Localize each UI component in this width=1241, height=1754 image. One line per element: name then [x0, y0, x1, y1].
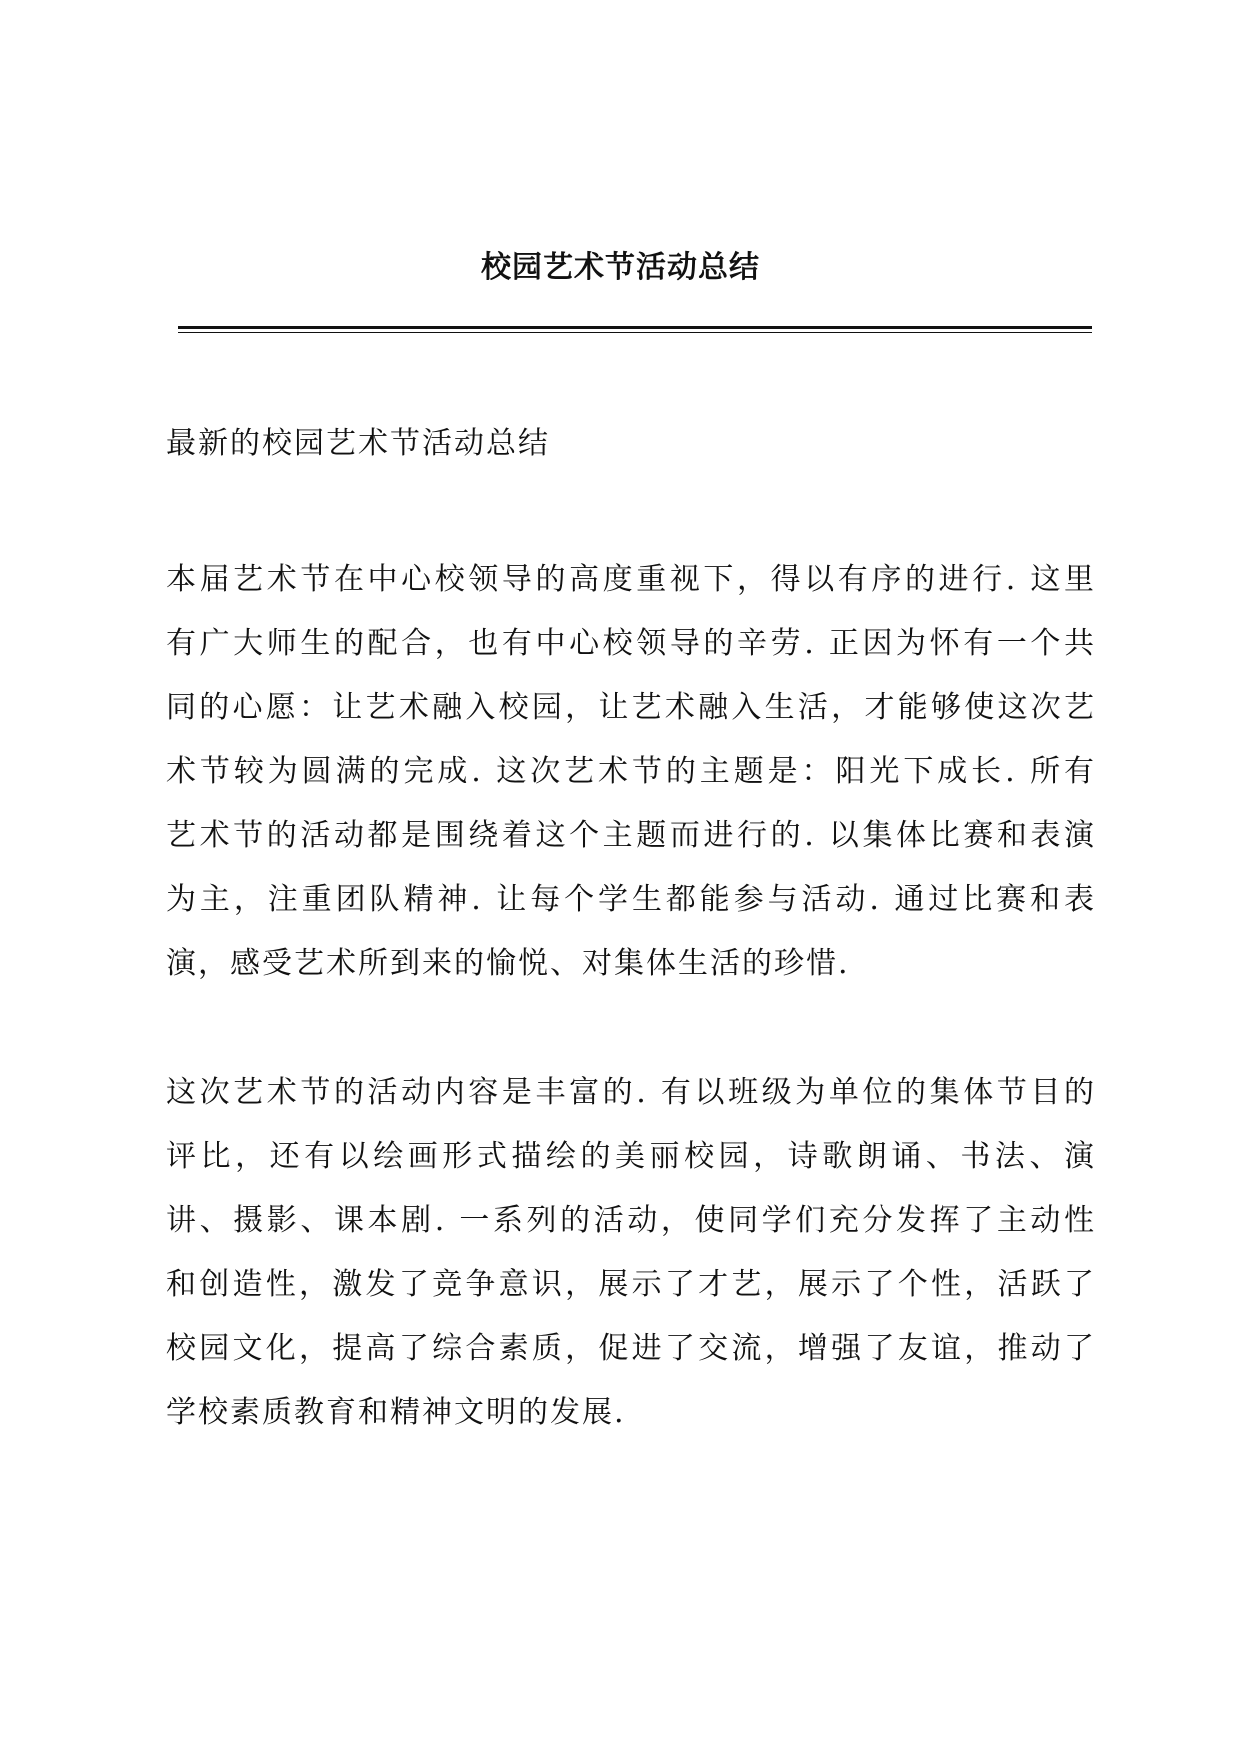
paragraph-1: [166, 548, 1096, 996]
paragraph-line: 本届艺术节在中心校领导的高度重视下，得以有序的进行. 这里: [166, 562, 1096, 597]
document-subtitle: 最新的校园艺术节活动总结: [166, 426, 550, 461]
title-divider-thin: [178, 332, 1092, 333]
paragraph-line: 校园文化，提高了综合素质，促进了交流，增强了友谊，推动了: [166, 1331, 1096, 1366]
paragraph-2: [166, 1061, 1096, 1445]
paragraph-line: 这次艺术节的活动内容是丰富的. 有以班级为单位的集体节目的: [166, 1075, 1096, 1110]
paragraph-line: 艺术节的活动都是围绕着这个主题而进行的. 以集体比赛和表演: [166, 818, 1096, 853]
paragraph-line: 学校素质教育和精神文明的发展.: [166, 1395, 626, 1430]
paragraph-line: 和创造性，激发了竞争意识，展示了才艺，展示了个性，活跃了: [166, 1267, 1096, 1302]
paragraph-line: 术节较为圆满的完成. 这次艺术节的主题是：阳光下成长. 所有: [166, 754, 1096, 789]
document-title: 校园艺术节活动总结: [481, 250, 760, 285]
paragraph-line: 为主，注重团队精神. 让每个学生都能参与活动. 通过比赛和表: [166, 882, 1096, 917]
paragraph-line: 演，感受艺术所到来的愉悦、对集体生活的珍惜.: [166, 946, 850, 981]
title-divider-thick: [178, 326, 1092, 329]
paragraph-line: 同的心愿：让艺术融入校园，让艺术融入生活，才能够使这次艺: [166, 690, 1096, 725]
paragraph-line: 讲、摄影、课本剧. 一系列的活动，使同学们充分发挥了主动性: [166, 1203, 1096, 1238]
paragraph-line: 有广大师生的配合，也有中心校领导的辛劳. 正因为怀有一个共: [166, 626, 1096, 661]
paragraph-line: 评比，还有以绘画形式描绘的美丽校园，诗歌朗诵、书法、演: [166, 1139, 1096, 1174]
